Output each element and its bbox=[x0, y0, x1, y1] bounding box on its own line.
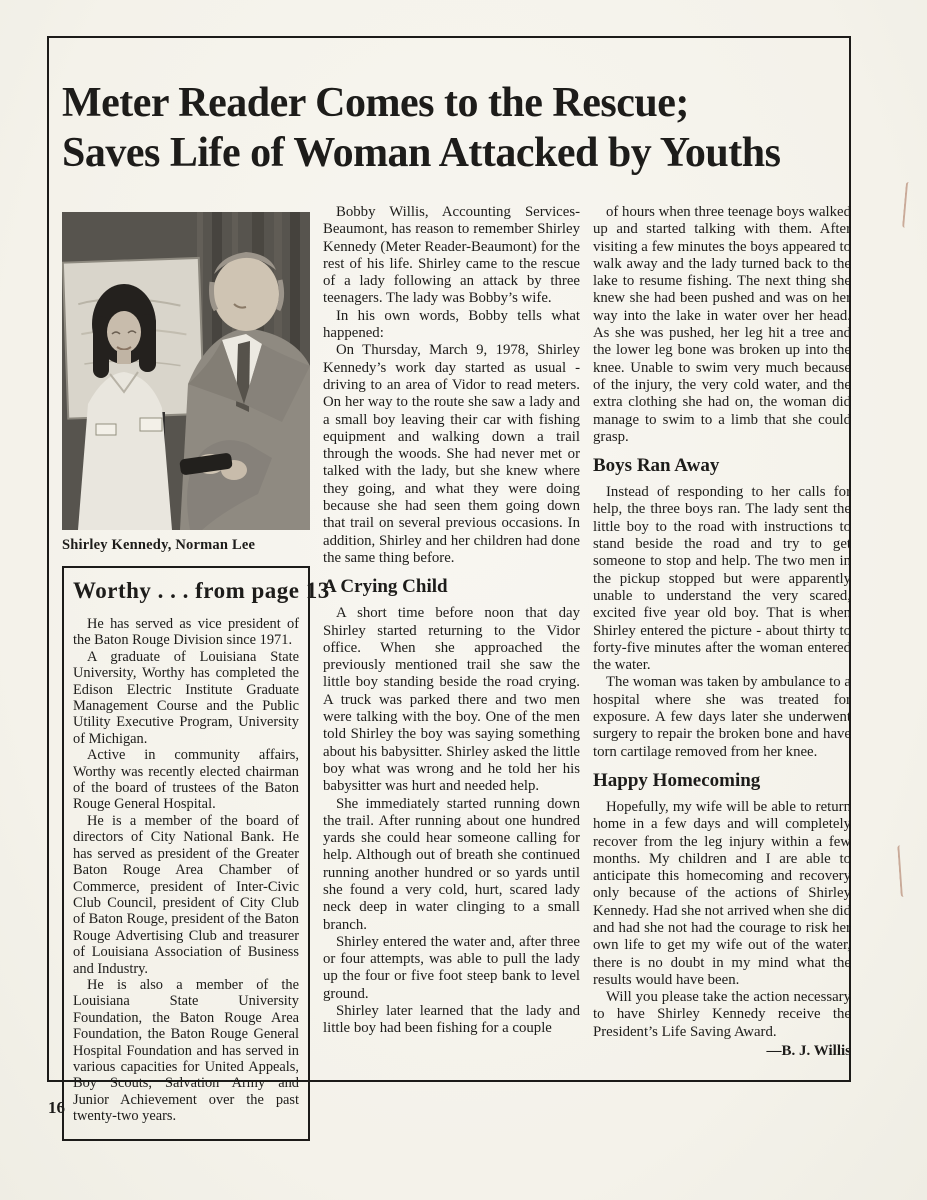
column-right bbox=[593, 204, 851, 1141]
page-number: 16 bbox=[48, 1098, 65, 1117]
column-middle bbox=[323, 204, 580, 1141]
scan-artifact bbox=[902, 182, 912, 228]
photo-illustration bbox=[62, 212, 310, 530]
paragraph: In his own words, Bobby tells what happened: bbox=[323, 307, 580, 342]
section-heading-happy-homecoming: Happy Homecoming bbox=[593, 769, 761, 791]
headline bbox=[62, 78, 862, 178]
worthy-continuation-box bbox=[62, 566, 330, 1141]
paragraph: Instead of responding to her calls for help, the three boys ran. The lady sent the little boy to the road with instructions to stand beside the road and try to get someone to stop and help. The two men in the pickup stopped but were apparently unable to understand the very scared, excited five year old boy. That is when Shirley entered the picture - about thirty to forty-five minutes after the woman entered the water. bbox=[593, 484, 851, 674]
paragraph: He has served as vice president of the Baton Rouge Division since 1971. bbox=[73, 616, 299, 649]
paragraph: A short time before noon that day Shirley started returning to the Vidor office. When she approached the previously mentioned trail she saw the little boy standing beside the road crying. A truck was parked there and two men were talking with the boy. One of the men told Shirley the boy was saying something about his babysitter. Shirley asked the little boy what was wrong and he told her his babysitter was hurt and needed help. bbox=[323, 605, 580, 795]
headline-line-1: Meter Reader Comes to the Rescue; bbox=[62, 80, 689, 126]
paragraph: She immediately started running down the trail. After running about one hundred yards she could hear someone calling for help. Although out of breath she continued running another hundred or so yards until she found a very cold, hurt, scared lady neck deep in water clinging to a small branch. bbox=[323, 795, 580, 933]
paragraph: Will you please take the action necessary to have Shirley Kennedy receive the President’s Life Saving Award. bbox=[593, 989, 851, 1040]
article-columns bbox=[62, 204, 851, 1141]
paragraph: On Thursday, March 9, 1978, Shirley Kennedy’s work day started as usual - driving to an area of Vidor to read meters. On her way to the route she saw a lady and a small boy leaving their car with fishing equipment and walking down a trail through the woods. She had never met or talked with the lady, but she knew where they going, and what they were doing because she had seen them going down that trail on several previous occasions. In addition, Shirley and her children had done the same thing before. bbox=[323, 342, 580, 566]
paragraph: Hopefully, my wife will be able to return home in a few days and will completely recover from the leg injury within a few months. My children and I are able to anticipate this homecoming and recovery only because of the actions of Shirley Kennedy. Had she not arrived when she did and had she not had the courage to risk her own life to get my wife out of the water, there is no doubt in my mind what the results would have been. bbox=[593, 798, 851, 988]
paragraph: Shirley later learned that the lady and little boy had been fishing for a couple bbox=[323, 1003, 580, 1037]
paragraph: Shirley entered the water and, after three or four attempts, was able to pull the lady up the four or five foot steep bank to level ground. bbox=[323, 933, 580, 1002]
paragraph: The woman was taken by ambulance to a hospital where she was treated for exposure. A few days later she underwent surgery to repair the broken bone and have torn cartilage removed from her knee. bbox=[593, 674, 851, 760]
section-heading-crying-child: A Crying Child bbox=[323, 576, 448, 598]
byline-signature: —B. J. Willis bbox=[766, 1043, 851, 1060]
paragraph: Bobby Willis, Accounting Services-Beaumont, has reason to remember Shirley Kennedy (Meter Reader-Beaumont) for the rest of his life. Shirley came to the rescue of a lady following an attack by three teenagers. The lady was Bobby’s wife. bbox=[323, 204, 580, 307]
paragraph: Active in community affairs, Worthy was recently elected chairman of the board of trustees of the Baton Rouge General Hospital. bbox=[73, 747, 299, 813]
paragraph: A graduate of Louisiana State University, Worthy has completed the Edison Electric Institute Graduate Management Course and the Public Utility Executive Program, University of Michigan. bbox=[73, 648, 299, 747]
photo-caption: Shirley Kennedy, Norman Lee bbox=[62, 537, 256, 553]
column-left bbox=[62, 204, 330, 1141]
section-heading-boys-ran-away: Boys Ran Away bbox=[593, 455, 720, 477]
scan-artifact bbox=[897, 845, 907, 897]
paragraph: of hours when three teenage boys walked up and started talking with them. After visiting a few minutes the boys appeared to walk away and the lady turned back to the lake to resume fishing. The next thing she knew she had been pushed and was on her way into the lake in water over her head. As she was pushed, her leg hit a tree and the lower leg bone was broken up into the knee. Unable to swim very much because of the injury, the very cold water, and the extra clothing she had on, the woman did manage to swim to a limb that she could grasp. bbox=[593, 204, 851, 445]
paragraph: He is also a member of the Louisiana State University Foundation, the Baton Rouge Area Foundation, the Baton Rouge General Hospital Foundation and has served in various capacities for United Appeals, Boy Scouts, Salvation Army and Junior Achievement over the past twenty-two years. bbox=[73, 976, 299, 1125]
award-photo bbox=[62, 212, 310, 530]
headline-line-2: Saves Life of Woman Attacked by Youths bbox=[62, 130, 781, 176]
worthy-heading: Worthy . . . from page 13 bbox=[73, 578, 330, 603]
paragraph: He is a member of the board of directors of City National Bank. He has served as president of the Greater Baton Rouge Area Chamber of Commerce, president of Inter-Civic Club Council, president of City Club of Baton Rouge, president of the Baton Rouge Advertising Club and treasurer of Louisiana Association of Business and Industry. bbox=[73, 812, 299, 977]
